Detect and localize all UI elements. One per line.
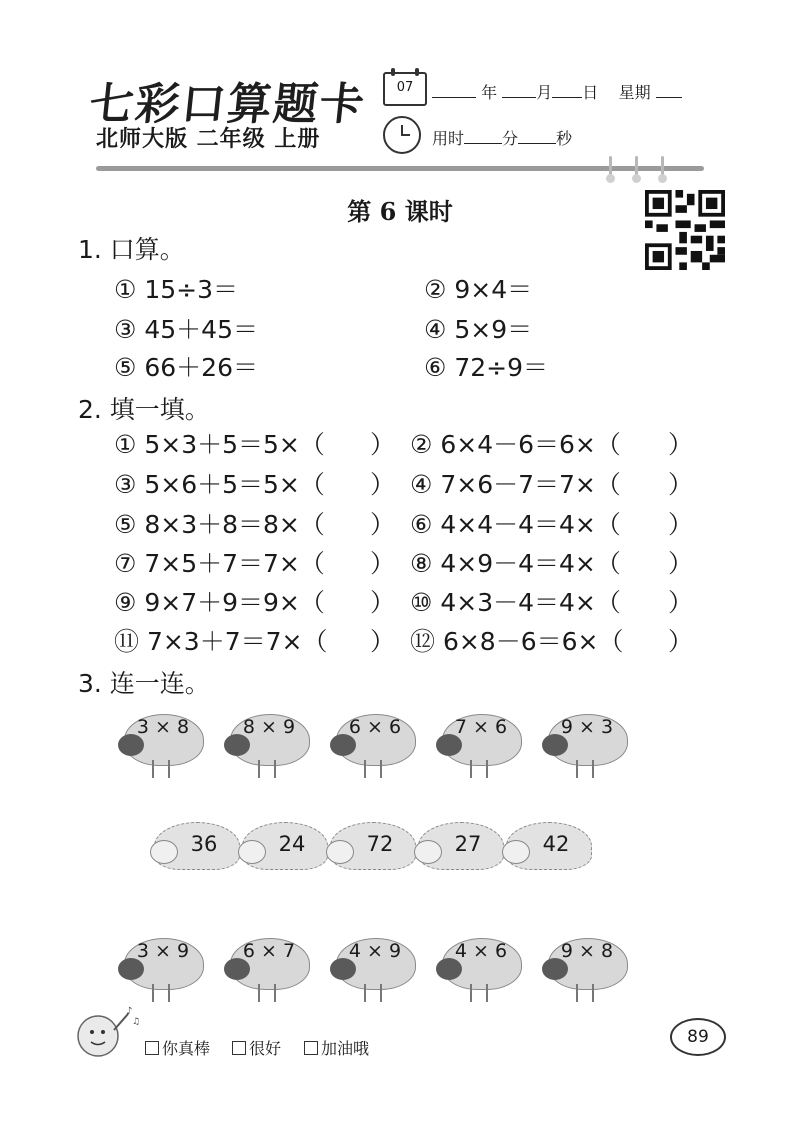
close-paren: ） bbox=[668, 588, 694, 617]
fill-item: ③ 5×6＋5＝5×（ bbox=[114, 470, 325, 499]
ladybug-expression: 7 × 6 bbox=[454, 716, 508, 738]
fill-item: ⑩ 4×3－4＝4×（ bbox=[410, 588, 621, 617]
ladybug-expression: 9 × 3 bbox=[560, 716, 614, 738]
brand-title: 七彩口算题卡 bbox=[86, 79, 369, 130]
close-paren: ） bbox=[370, 627, 396, 656]
close-paren: ） bbox=[668, 549, 694, 578]
ladybug-card[interactable] bbox=[218, 932, 310, 1000]
hedgehog-card[interactable] bbox=[414, 820, 506, 874]
close-paren: ） bbox=[370, 588, 396, 617]
ladybug-expression: 6 × 7 bbox=[242, 940, 296, 962]
section3-title: 3. 连一连。 bbox=[78, 669, 210, 698]
close-paren: ） bbox=[370, 470, 396, 499]
ladybug-card[interactable] bbox=[218, 708, 310, 776]
ladybug-card[interactable] bbox=[430, 708, 522, 776]
calendar-icon bbox=[383, 72, 427, 106]
close-paren: ） bbox=[370, 430, 396, 459]
ladybug-expression: 3 × 9 bbox=[136, 940, 190, 962]
qr-code[interactable] bbox=[645, 190, 725, 270]
hedgehog-card[interactable] bbox=[502, 820, 594, 874]
ladybug-expression: 4 × 9 bbox=[348, 940, 402, 962]
page-number: 89 bbox=[670, 1018, 726, 1056]
ladybug-card[interactable] bbox=[112, 932, 204, 1000]
fill-item: ⑧ 4×9－4＝4×（ bbox=[410, 549, 621, 578]
ladybug-expression: 4 × 6 bbox=[454, 940, 508, 962]
ladybug-expression: 9 × 8 bbox=[560, 940, 614, 962]
fill-item: ④ 7×6－7＝7×（ bbox=[410, 470, 621, 499]
month-label: 月 bbox=[536, 83, 553, 102]
section1-title: 1. 口算。 bbox=[78, 235, 185, 264]
hedgehog-number: 42 bbox=[542, 832, 570, 856]
hedgehog-number: 24 bbox=[278, 832, 306, 856]
close-paren: ） bbox=[370, 510, 396, 539]
eval-label: 你真棒 bbox=[162, 1039, 211, 1058]
hedgehog-number: 27 bbox=[454, 832, 482, 856]
oral-calc-item: ⑥ 72÷9＝ bbox=[424, 353, 549, 382]
date-line bbox=[432, 80, 682, 103]
binding-ring bbox=[609, 156, 612, 180]
eval-label: 加油哦 bbox=[321, 1039, 370, 1058]
hedgehog-number: 72 bbox=[366, 832, 394, 856]
ladybug-expression: 6 × 6 bbox=[348, 716, 402, 738]
binding-ring bbox=[635, 156, 638, 180]
ladybug-card[interactable] bbox=[324, 708, 416, 776]
fill-item: ⑥ 4×4－4＝4×（ bbox=[410, 510, 621, 539]
minutes-label: 分 bbox=[502, 129, 519, 148]
hedgehog-card[interactable] bbox=[326, 820, 418, 874]
svg-text:♫: ♫ bbox=[132, 1017, 140, 1027]
calendar-number: 07 bbox=[396, 80, 414, 95]
checkbox-icon[interactable] bbox=[145, 1041, 159, 1055]
month-blank[interactable] bbox=[502, 83, 536, 98]
close-paren: ） bbox=[668, 470, 694, 499]
close-paren: ） bbox=[668, 430, 694, 459]
hedgehog-card[interactable] bbox=[150, 820, 242, 874]
minutes-blank[interactable] bbox=[464, 129, 502, 144]
fill-item: ① 5×3＋5＝5×（ bbox=[114, 430, 325, 459]
section2-title: 2. 填一填。 bbox=[78, 395, 210, 424]
close-paren: ） bbox=[668, 627, 694, 656]
header-rule bbox=[96, 166, 704, 171]
close-paren: ） bbox=[370, 549, 396, 578]
ladybug-expression: 3 × 8 bbox=[136, 716, 190, 738]
time-line bbox=[432, 126, 572, 149]
weekday-blank[interactable] bbox=[656, 83, 682, 98]
time-label: 用时 bbox=[432, 129, 465, 148]
hedgehog-card[interactable] bbox=[238, 820, 330, 874]
fill-item: ⑨ 9×7＋9＝9×（ bbox=[114, 588, 325, 617]
checkbox-icon[interactable] bbox=[232, 1041, 246, 1055]
ladybug-card[interactable] bbox=[112, 708, 204, 776]
oral-calc-item: ⑤ 66＋26＝ bbox=[114, 353, 258, 382]
mascot-icon bbox=[70, 1000, 140, 1068]
fill-item: ⑤ 8×3＋8＝8×（ bbox=[114, 510, 325, 539]
ladybug-card[interactable] bbox=[430, 932, 522, 1000]
oral-calc-item: ③ 45＋45＝ bbox=[114, 315, 258, 344]
clock-icon bbox=[383, 116, 421, 154]
edition-label: 北师大版 二年级 上册 bbox=[96, 127, 321, 152]
oral-calc-item: ① 15÷3＝ bbox=[114, 275, 239, 304]
svg-text:♪: ♪ bbox=[126, 1006, 133, 1017]
year-blank[interactable] bbox=[432, 83, 476, 98]
day-label: 日 bbox=[582, 83, 599, 102]
ladybug-card[interactable] bbox=[324, 932, 416, 1000]
oral-calc-item: ④ 5×9＝ bbox=[424, 315, 533, 344]
day-blank[interactable] bbox=[552, 83, 582, 98]
ladybug-card[interactable] bbox=[536, 708, 628, 776]
fill-item: ⑫ 6×8－6＝6×（ bbox=[410, 627, 624, 656]
ladybug-expression: 8 × 9 bbox=[242, 716, 296, 738]
binding-ring bbox=[661, 156, 664, 180]
year-label: 年 bbox=[481, 83, 498, 102]
lesson-title: 第 6 课时 bbox=[347, 197, 453, 226]
seconds-blank[interactable] bbox=[518, 129, 556, 144]
fill-item: ⑪ 7×3＋7＝7×（ bbox=[114, 627, 328, 656]
fill-item: ⑦ 7×5＋7＝7×（ bbox=[114, 549, 325, 578]
fill-item: ② 6×4－6＝6×（ bbox=[410, 430, 621, 459]
hedgehog-number: 36 bbox=[190, 832, 218, 856]
weekday-label: 星期 bbox=[618, 83, 651, 102]
eval-option[interactable] bbox=[232, 1036, 281, 1059]
close-paren: ） bbox=[668, 510, 694, 539]
checkbox-icon[interactable] bbox=[304, 1041, 318, 1055]
eval-label: 很好 bbox=[249, 1039, 282, 1058]
seconds-label: 秒 bbox=[556, 129, 573, 148]
oral-calc-item: ② 9×4＝ bbox=[424, 275, 533, 304]
eval-option[interactable] bbox=[304, 1036, 369, 1059]
ladybug-card[interactable] bbox=[536, 932, 628, 1000]
eval-option[interactable] bbox=[145, 1036, 210, 1059]
